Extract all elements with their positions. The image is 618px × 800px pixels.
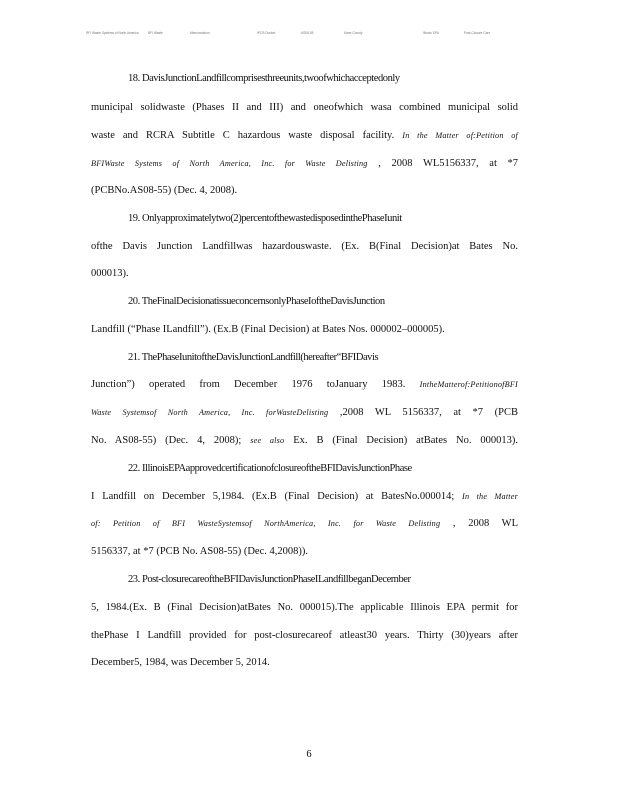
paragraph-first-line: 18. DavisJunctionLandfillcomprisesthreeunits,twoofwhichacceptedonly: [128, 73, 400, 84]
paragraph-line: BFIWaste Systems of North America, Inc. for Waste Delisting , 2008 WL5156337, at *7: [91, 158, 519, 169]
paragraph-line: Junction”) operated from December 1976 toJanuary 1983. IntheMatterof:PetitionofBFI: [91, 379, 518, 390]
paragraph-line: ofthe Davis Junction Landfillwas hazardouswaste. (Ex. B(Final Decision)at Bates No.: [91, 241, 518, 252]
header-item: Post-Closure Care: [464, 31, 491, 35]
header-item: Illinois EPA: [423, 31, 439, 35]
paragraph-first-line: 23. Post-closurecareoftheBFIDavisJunctionPhaseILandfillbeganDecember: [128, 574, 411, 585]
page-header: [86, 31, 526, 39]
case-citation: In the Matter of:Petition of: [402, 131, 519, 140]
case-citation: In the Matter: [462, 492, 518, 501]
paragraph-line: (PCBNo.AS08-55) (Dec. 4, 2008).: [91, 185, 238, 196]
case-citation: of: Petition of BFI WasteSystemsof NorthAmerica, Inc. for Waste Delisting: [91, 519, 441, 528]
paragraph-line: No. AS08-55) (Dec. 4, 2008); see also Ex. B (Final Decision) atBates No. 000013).: [91, 435, 519, 446]
paragraph-line: 5, 1984.(Ex. B (Final Decision)atBates No. 000015).The applicable Illinois EPA permit for: [91, 602, 518, 613]
paragraph-line: Landfill (“Phase ILandfill”). (Ex.B (Final Decision) at Bates Nos. 000002–000005).: [91, 324, 445, 335]
paragraph-line: Waste Systemsof North America, Inc. forWasteDelisting ,2008 WL 5156337, at *7 (PCB: [91, 407, 518, 418]
paragraph-line: 000013).: [91, 268, 129, 279]
page-number: 6: [306, 749, 312, 760]
header-item: BFI Waste: [148, 31, 163, 35]
paragraph-first-line: 20. TheFinalDecisionatissueconcernsonlyPhaseIoftheDavisJunction: [128, 296, 385, 307]
case-citation: IntheMatterof:PetitionofBFI: [419, 380, 518, 389]
paragraph-line: of: Petition of BFI WasteSystemsof NorthAmerica, Inc. for Waste Delisting , 2008 WL: [91, 518, 519, 529]
paragraph-first-line: 19. Onlyapproximatelytwo(2)percentofthewastedisposedinthePhaseIunit: [128, 213, 402, 224]
paragraph-line: I Landfill on December 5,1984. (Ex.B (Final Decision) at BatesNo.000014; In the Matter: [91, 491, 518, 502]
header-item: AS08-55: [301, 31, 314, 35]
case-citation: Waste Systemsof North America, Inc. forWasteDelisting: [91, 408, 329, 417]
paragraph-line: waste and RCRA Subtitle C hazardous waste disposal facility. In the Matter of:Petition of: [91, 130, 519, 141]
paragraph-first-line: 21. ThePhaseIunitoftheDavisJunctionLandfill(hereafter“BFIDavis: [128, 352, 379, 363]
paragraph-line: December5, 1984, was December 5, 2014.: [91, 657, 270, 668]
signal-phrase: see also: [250, 436, 285, 445]
header-item: RFI Waste Systems of North America: [86, 31, 139, 35]
paragraph-line: thePhase I Landfill provided for post-closurecareof atleast30 years. Thirty (30)years after: [91, 630, 518, 641]
header-item: Memorandum: [190, 31, 210, 35]
header-item: IPCB Docket: [257, 31, 276, 35]
paragraph-first-line: 22. IllinoisEPAapprovedcertificationofclosureoftheBFIDavisJunctionPhase: [128, 463, 412, 474]
case-citation: BFIWaste Systems of North America, Inc. for Waste Delisting: [91, 159, 368, 168]
paragraph-line: municipal solidwaste (Phases II and III) and oneofwhich wasa combined municipal solid: [91, 102, 518, 113]
paragraph-line: 5156337, at *7 (PCB No. AS08-55) (Dec. 4,2008)).: [91, 546, 308, 557]
header-item: Kane County: [344, 31, 363, 35]
